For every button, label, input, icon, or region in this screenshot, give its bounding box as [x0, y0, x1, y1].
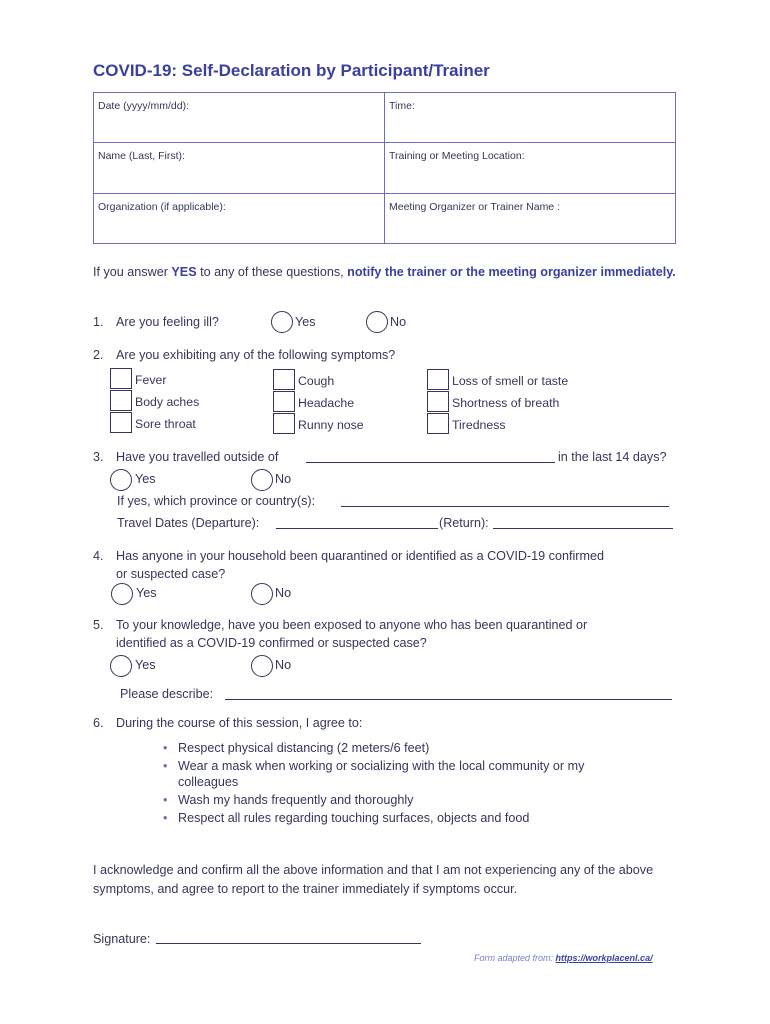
q1-text: Are you feeling ill? — [116, 315, 219, 329]
q3-yes-radio[interactable] — [110, 469, 132, 491]
sore-throat-checkbox[interactable] — [110, 412, 132, 433]
agreement-item: • Respect physical distancing (2 meters/6 feet) — [160, 741, 630, 757]
q4-text-line2: or suspected case? — [116, 567, 226, 581]
name-field[interactable]: Name (Last, First): — [94, 143, 385, 193]
intro-before: If you answer — [93, 265, 172, 279]
q2-number: 2. — [93, 348, 104, 362]
agreement-item: • Wear a mask when working or socializing with the local community or my colleagues — [160, 759, 630, 790]
q3-no-label: No — [275, 472, 292, 486]
q3-return-line[interactable] — [493, 528, 673, 529]
fever-checkbox[interactable] — [110, 368, 132, 389]
agreement-item: • Wash my hands frequently and thoroughly — [160, 793, 630, 809]
smell-taste-checkbox[interactable] — [427, 369, 449, 390]
headache-label: Headache — [298, 396, 355, 410]
q4-number: 4. — [93, 549, 104, 563]
q3-departure-line[interactable] — [276, 528, 438, 529]
q1-no-label: No — [390, 315, 407, 329]
q5-number: 5. — [93, 618, 104, 632]
q5-describe-line[interactable] — [225, 699, 672, 700]
signature-line[interactable] — [156, 943, 421, 944]
q6-text: During the course of this session, I agree to: — [116, 716, 363, 730]
intro-emphasis: notify the trainer or the meeting organizer immediately. — [347, 265, 676, 279]
info-table — [93, 92, 676, 244]
agreement-list — [160, 741, 630, 829]
q5-no-label: No — [275, 658, 292, 672]
body-aches-checkbox[interactable] — [110, 390, 132, 411]
q2-text: Are you exhibiting any of the following symptoms? — [116, 348, 396, 362]
shortness-breath-checkbox[interactable] — [427, 391, 449, 412]
q1-yes-radio[interactable] — [271, 311, 293, 333]
time-field[interactable]: Time: — [385, 93, 676, 143]
body-aches-label: Body aches — [135, 395, 200, 409]
shortness-breath-label: Shortness of breath — [452, 396, 560, 410]
agreement-item: • Respect all rules regarding touching surfaces, objects and food — [160, 811, 630, 827]
q4-yes-label: Yes — [136, 586, 157, 600]
runny-nose-label: Runny nose — [298, 418, 364, 432]
intro-middle: to any of these questions, — [196, 265, 348, 279]
q5-describe-label: Please describe: — [120, 687, 214, 701]
tiredness-checkbox[interactable] — [427, 413, 449, 434]
sore-throat-label: Sore throat — [135, 417, 196, 431]
q3-number: 3. — [93, 450, 104, 464]
credit-text: Form adapted from: — [474, 953, 556, 963]
location-field[interactable]: Training or Meeting Location: — [385, 143, 676, 193]
q4-no-label: No — [275, 586, 292, 600]
intro-text — [93, 263, 683, 282]
q4-no-radio[interactable] — [251, 583, 273, 605]
organizer-field[interactable]: Meeting Organizer or Trainer Name : — [385, 193, 676, 243]
date-field[interactable]: Date (yyyy/mm/dd): — [94, 93, 385, 143]
q5-no-radio[interactable] — [251, 655, 273, 677]
fever-label: Fever — [135, 373, 167, 387]
q4-yes-radio[interactable] — [111, 583, 133, 605]
q6-number: 6. — [93, 716, 104, 730]
runny-nose-checkbox[interactable] — [273, 413, 295, 434]
q1-yes-label: Yes — [295, 315, 316, 329]
q4-text-line1: Has anyone in your household been quarantined or identified as a COVID-19 confirmed — [116, 549, 604, 563]
smell-taste-label: Loss of smell or taste — [452, 374, 569, 388]
signature-label: Signature: — [93, 932, 151, 946]
q3-destination-line[interactable] — [306, 462, 555, 463]
credit-link[interactable]: https://workplacenl.ca/ — [555, 953, 653, 963]
q3-no-radio[interactable] — [251, 469, 273, 491]
form-credit — [474, 953, 653, 963]
cough-label: Cough — [298, 374, 335, 388]
q5-text-line2: identified as a COVID-19 confirmed or suspected case? — [116, 636, 427, 650]
q5-yes-label: Yes — [135, 658, 156, 672]
headache-checkbox[interactable] — [273, 391, 295, 412]
q1-number: 1. — [93, 315, 104, 329]
acknowledgement-text: I acknowledge and confirm all the above information and that I am not experiencing any of the above symptoms, and agree to report to the trainer immediately if symptoms occur. — [93, 863, 654, 896]
q5-yes-radio[interactable] — [110, 655, 132, 677]
q5-text-line1: To your knowledge, have you been exposed to anyone who has been quarantined or — [116, 618, 588, 632]
cough-checkbox[interactable] — [273, 369, 295, 390]
q3-text: Have you travelled outside of — [116, 450, 279, 464]
q3-province-label: If yes, which province or country(s): — [117, 494, 316, 508]
q1-no-radio[interactable] — [366, 311, 388, 333]
q3-province-line[interactable] — [341, 506, 669, 507]
q3-return-label: (Return): — [439, 516, 489, 530]
q3-suffix: in the last 14 days? — [558, 450, 667, 464]
tiredness-label: Tiredness — [452, 418, 506, 432]
intro-yes: YES — [171, 265, 197, 279]
q3-departure-label: Travel Dates (Departure): — [117, 516, 260, 530]
form-title: COVID-19: Self-Declaration by Participant/Trainer — [93, 61, 490, 80]
organization-field[interactable]: Organization (if applicable): — [94, 193, 385, 243]
q3-yes-label: Yes — [135, 472, 156, 486]
